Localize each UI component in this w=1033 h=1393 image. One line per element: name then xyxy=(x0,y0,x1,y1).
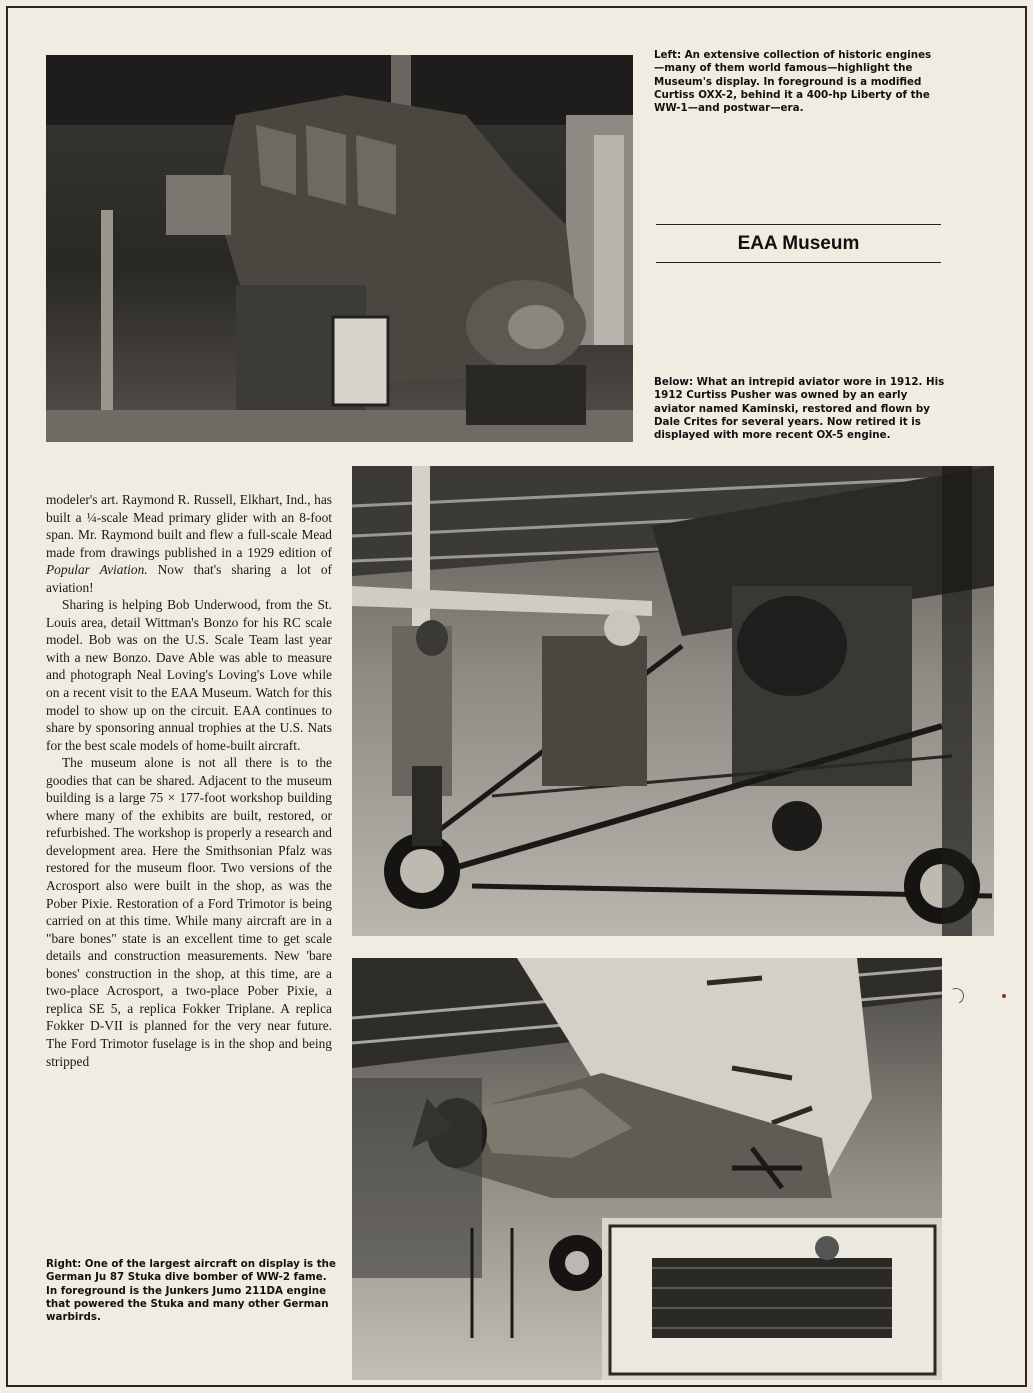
margin-mark xyxy=(946,986,967,1007)
section-title: EAA Museum xyxy=(737,232,860,254)
caption-engines: Left: An extensive collection of historic engines —many of them world famous—highlight the Museum's display. In foreground is a modified Curtiss OXX-2, behind it a 400-hp Liberty of the WW-1—and postwar—era. xyxy=(654,49,932,115)
section-header xyxy=(656,224,941,263)
margin-dot xyxy=(1002,994,1006,998)
article-paragraph-1 xyxy=(46,491,332,596)
pusher-photo-art xyxy=(352,466,994,936)
caption-curtiss-pusher: Below: What an intrepid aviator wore in 1912. His 1912 Curtiss Pusher was owned by an early aviator named Kaminski, restored and flown by Dale Crites for several years. Now retired it is displayed with more recent OX-5 engine. xyxy=(654,376,945,442)
article-paragraph-3: The museum alone is not all there is to the goodies that can be shared. Adjacent to the museum building is a large 75 × 177-foot workshop building where many of the exhibits are built, restored, or refurbished. The workshop is properly a research and development area. Here the Smithsonian Pfalz was restored for the museum floor. Two versions of the Acrosport also were built in the shop, as was the Pober Pixie. Restoration of a Ford Trimotor is being carried on at this time. While many aircraft are in a "bare bones" state is an excellent time to get scale details and construction measurements. New 'bare bones' construction in the shop, at this time, are a two-place Acrosport, a two-place Pober Pixie, a replica SE 5, a replica Fokker Triplane. A replica Fokker D-VII is planned for the very near future. The Ford Trimotor fuselage is in the shop and being stripped xyxy=(46,755,332,1069)
stuka-photo-art xyxy=(352,958,942,1380)
photo-stuka xyxy=(352,958,942,1380)
article-p1-text: modeler's art. Raymond R. Russell, Elkhart, Ind., has built a ¼-scale Mead primary glider with an 8-foot span. Mr. Raymond built and flew a full-scale Mead made from drawings published in a 1929 edition of xyxy=(46,492,332,560)
photo-historic-engines xyxy=(46,55,633,442)
photo-curtiss-pusher xyxy=(352,466,994,936)
article-body xyxy=(46,491,332,1070)
article-paragraph-2: Sharing is helping Bob Underwood, from the St. Louis area, detail Wittman's Bonzo for his RC scale model. Bob was on the U.S. Scale Team last year with a new Bonzo. Dave Able was able to measure and photograph Neal Loving's Loving's Love while on a recent visit to the EAA Museum. Watch for this model to show up on the circuit. EAA continues to share by sponsoring annual trophies at the U.S. Nats for the best scale models of home-built aircraft. xyxy=(46,597,332,753)
caption-stuka: Right: One of the largest aircraft on display is the German Ju 87 Stuka dive bomber of WW-2 fame. In foreground is the Junkers Jumo 211DA engine that powered the Stuka and many other German warbirds. xyxy=(46,1258,336,1324)
article-p1-italic: Popular Aviation. xyxy=(46,562,148,578)
article-p1-end: Now that's sharing a lot of aviation! xyxy=(46,562,332,595)
engines-photo-art xyxy=(46,55,633,442)
